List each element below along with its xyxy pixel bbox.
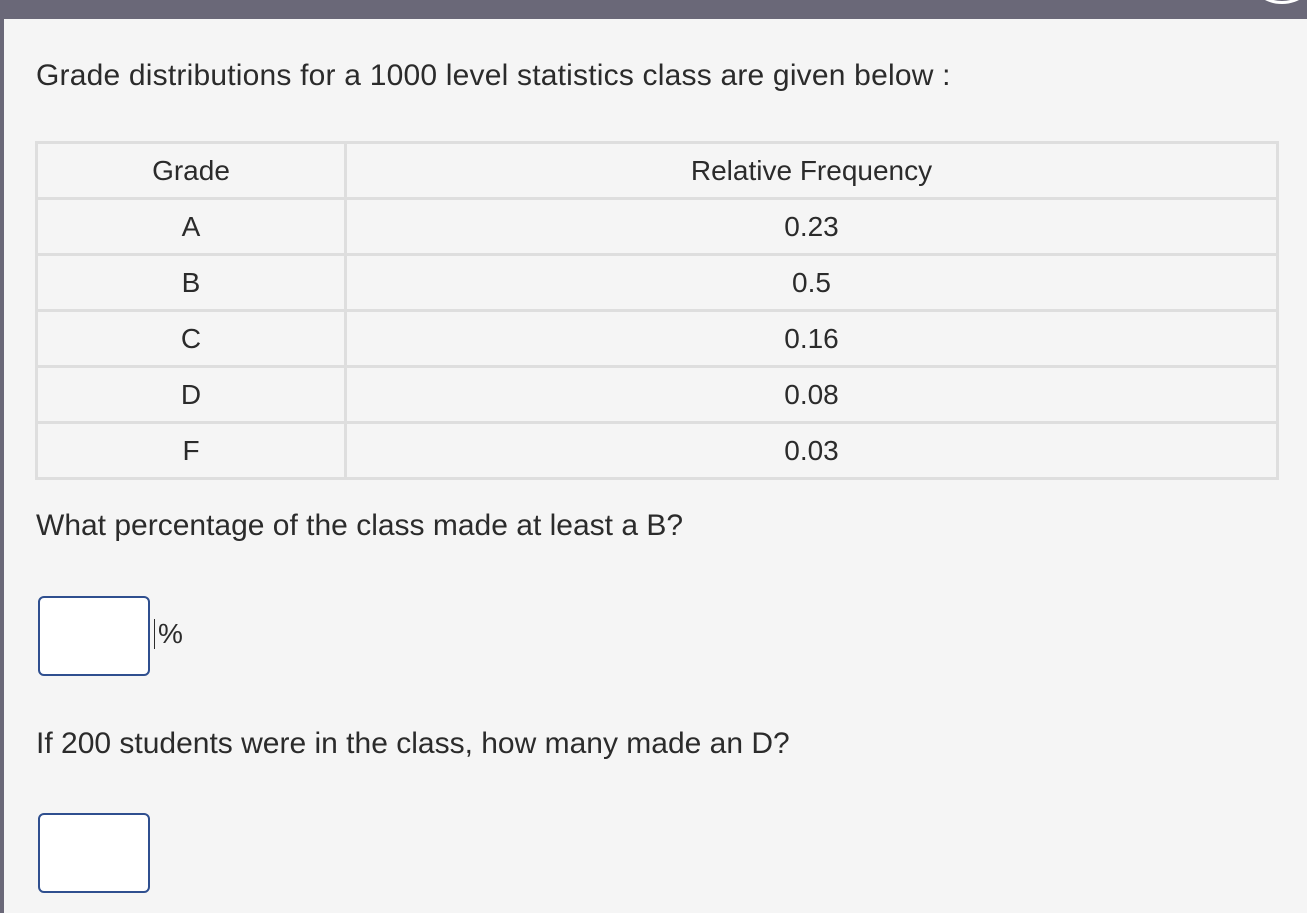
grade-cell: B [37,255,346,311]
circle-icon [1249,0,1307,4]
frequency-cell: 0.16 [346,311,1278,367]
frequency-cell: 0.23 [346,199,1278,255]
question-1-text: What percentage of the class made at least a B? [36,509,684,542]
table-row [37,255,1278,311]
grade-cell: A [37,199,346,255]
count-answer-input[interactable] [38,813,150,893]
grade-distribution-table [35,141,1279,480]
table-row [37,199,1278,255]
percent-unit-label: % [154,619,183,649]
frequency-cell: 0.08 [346,367,1278,423]
table-header-row [37,143,1278,199]
table-row [37,311,1278,367]
frequency-cell: 0.5 [346,255,1278,311]
header-relative-frequency: Relative Frequency [346,143,1278,199]
grade-cell: C [37,311,346,367]
table-row [37,423,1278,479]
grade-cell: F [37,423,346,479]
percentage-answer-input[interactable] [38,596,150,676]
top-bar [0,0,1307,19]
question-panel [4,19,1307,913]
question-2-text: If 200 students were in the class, how many made an D? [36,727,790,760]
grade-cell: D [37,367,346,423]
table-row [37,367,1278,423]
frequency-cell: 0.03 [346,423,1278,479]
header-grade: Grade [37,143,346,199]
intro-text: Grade distributions for a 1000 level statistics class are given below : [36,59,951,92]
